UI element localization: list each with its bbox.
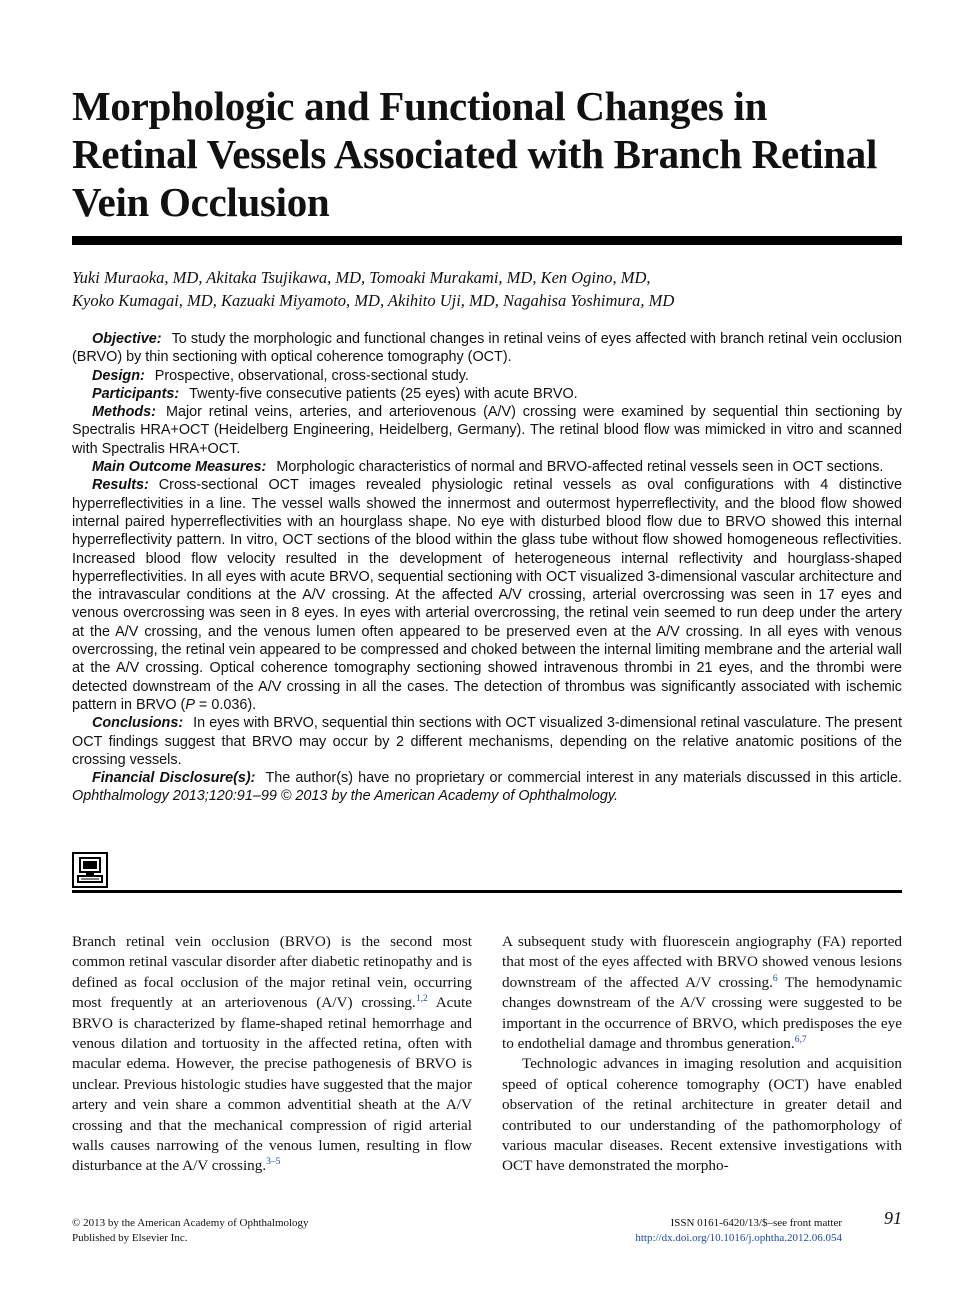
reference-link-6[interactable]: 6: [772, 973, 778, 984]
footer-right: [560, 1216, 842, 1246]
design-text: Prospective, observational, cross-sectional study.: [154, 367, 469, 384]
results-label: Results:: [92, 477, 149, 494]
body-column-right: [502, 932, 902, 1177]
right-text-a: A subsequent study with fluorescein angiography (FA) reported that most of the eyes affected with BRVO showed venous lesions downstream of the affected A/V crossing.: [502, 933, 902, 991]
abstract-results: [72, 476, 902, 714]
left-text-a: Branch retinal vein occlusion (BRVO) is the second most common retinal vascular disorder after diabetic retinopathy and is defined as focal occlusion of the major retinal vein, occurring most frequently at an arteriovenous (A/V) crossing.: [72, 933, 472, 1012]
disclosure-text: The author(s) have no proprietary or commercial interest in any materials discussed in this article.: [265, 770, 903, 787]
right-text-b: The hemodynamic changes downstream of the A/V crossing were suggested to be important in the occurrence of BRVO, which predisposes the eye to endothelial damage and thrombus generation.: [502, 973, 903, 1053]
author-list: [72, 266, 902, 312]
article-title: Morphologic and Functional Changes in Retinal Vessels Associated with Branch Retinal Vein Occlusion: [72, 83, 878, 225]
doi-link[interactable]: http://dx.doi.org/10.1016/j.ophtha.2012.06.054: [635, 1232, 842, 1244]
methods-text: Major retinal veins, arteries, and arteriovenous (A/V) crossing were examined by sequential thin sectioning by Spectralis HRA+OCT (Heidelberg Engineering, Heidelberg, Germany). The retinal blood flow was mimicked in vitro and scanned with Spectralis HRA+OCT.: [72, 404, 902, 457]
body-column-left: [72, 932, 472, 1177]
abstract-methods: [72, 403, 902, 458]
issn-line: ISSN 0161-6420/13/$–see front matter: [670, 1217, 842, 1229]
conclusions-label: Conclusions:: [92, 715, 184, 732]
publisher-line: Published by Elsevier Inc.: [72, 1232, 188, 1244]
methods-label: Methods:: [92, 404, 156, 421]
abstract-conclusions: [72, 714, 902, 769]
footer-left: [72, 1216, 472, 1246]
journal-citation: Ophthalmology 2013;120:91–99 © 2013 by the American Academy of Ophthalmology.: [72, 788, 619, 805]
page-number: 91: [884, 1208, 902, 1228]
abstract-bottom-rule: [72, 890, 902, 893]
abstract-objective: [72, 330, 902, 367]
authors-line-1: Yuki Muraoka, MD, Akitaka Tsujikawa, MD, Tomoaki Murakami, MD, Ken Ogino, MD,: [72, 268, 651, 287]
outcome-label: Main Outcome Measures:: [92, 459, 267, 476]
results-end: = 0.036).: [194, 696, 257, 713]
participants-label: Participants:: [92, 385, 180, 402]
body-paragraph: Technologic advances in imaging resolution and acquisition speed of optical coherence tomography (OCT) have enabled observation of the retinal architecture in greater detail and contributed to our understanding of the pathomorphology of various macular diseases. Recent extensive investigations with OCT have demonstrated the morpho-: [502, 1055, 902, 1175]
reference-link-6-7[interactable]: 6,7: [794, 1034, 807, 1045]
computer-monitor-icon: [72, 852, 108, 888]
abstract-disclosure: [72, 769, 902, 806]
copyright-line: © 2013 by the American Academy of Ophthalmology: [72, 1217, 309, 1229]
results-p-symbol: P: [185, 696, 195, 713]
design-label: Design:: [92, 367, 145, 384]
abstract-participants: [72, 385, 902, 403]
title-rule: [72, 236, 902, 245]
disclosure-label: Financial Disclosure(s):: [92, 770, 256, 787]
body-paragraph: [72, 932, 472, 1177]
abstract-outcome: [72, 458, 902, 476]
authors-line-2: Kyoko Kumagai, MD, Kazuaki Miyamoto, MD, Akihito Uji, MD, Nagahisa Yoshimura, MD: [72, 291, 675, 310]
objective-label: Objective:: [92, 331, 162, 347]
abstract-design: [72, 367, 902, 385]
conclusions-text: In eyes with BRVO, sequential thin sections with OCT visualized 3-dimensional retinal vasculature. The present OCT findings suggest that BRVO may occur by 2 different mechanisms, depending on the relative anatomic positions of the crossing vessels.: [72, 715, 902, 768]
participants-text: Twenty-five consecutive patients (25 eyes) with acute BRVO.: [189, 385, 578, 402]
objective-text: To study the morphologic and functional changes in retinal veins of eyes affected with branch retinal vein occlusion (BRVO) by thin sectioning with optical coherence tomography (OCT).: [72, 331, 902, 366]
abstract: [72, 330, 902, 806]
left-text-b: Acute BRVO is characterized by flame-shaped retinal hemorrhage and venous dilation and tortuosity in the affected retina, often with macular edema. However, the precise pathogenesis of BRVO is unclear. Previous histologic studies have suggested that the major artery and vein share a common adventitial sheath at the A/V crossing and that the mechanical compression of rigid arterial walls causes narrowing of the venous lumen, resulting in flow disturbance at the A/V crossing.: [72, 994, 472, 1175]
outcome-text: Morphologic characteristics of normal and BRVO-affected retinal vessels seen in OCT sections.: [276, 459, 884, 476]
reference-link-1-2[interactable]: 1,2: [415, 994, 428, 1005]
results-text: Cross-sectional OCT images revealed physiologic retinal vessels as oval configurations with 4 distinctive hyperreflectivities in a line. The vessel walls showed the innermost and outermost hyperreflectivity, and the blood flow showed internal paired hyperreflectivities with an hourglass shape. No eye with disturbed blood flow due to BRVO showed this internal hyperreflectivity pattern. In vitro, OCT sections of the blood within the glass tube without flow showed homogeneous reflectivities. Increased blood flow velocity resulted in the development of heterogeneous internal reflectivity and hourglass-shaped hyperreflectivities. In all eyes with acute BRVO, sequential sectioning with OCT visualized 3-dimensional vascular architecture and the intravascular conditions at the A/V crossing. At the affected A/V crossing, arterial overcrossing was seen in 17 eyes and venous overcrossing was seen in 8 eyes. In eyes with arterial overcrossing, the retinal vein seemed to run deep under the artery at the A/V crossing, and the venous lumen often appeared to be preserved even at the A/V crossing. In all eyes with venous overcrossing, the retinal vein appeared to be compressed and choked between the internal limiting membrane and the arterial wall at the A/V crossing. Optical coherence tomography sectioning showed intravenous thrombi in 21 eyes, and the thrombi were detected downstream of the A/V crossing in all the cases. The detection of thrombus was significantly associated with ischemic pattern in BRVO (: [72, 477, 902, 713]
body-paragraph: [502, 932, 902, 1054]
reference-link-3-5[interactable]: 3–5: [266, 1157, 281, 1168]
